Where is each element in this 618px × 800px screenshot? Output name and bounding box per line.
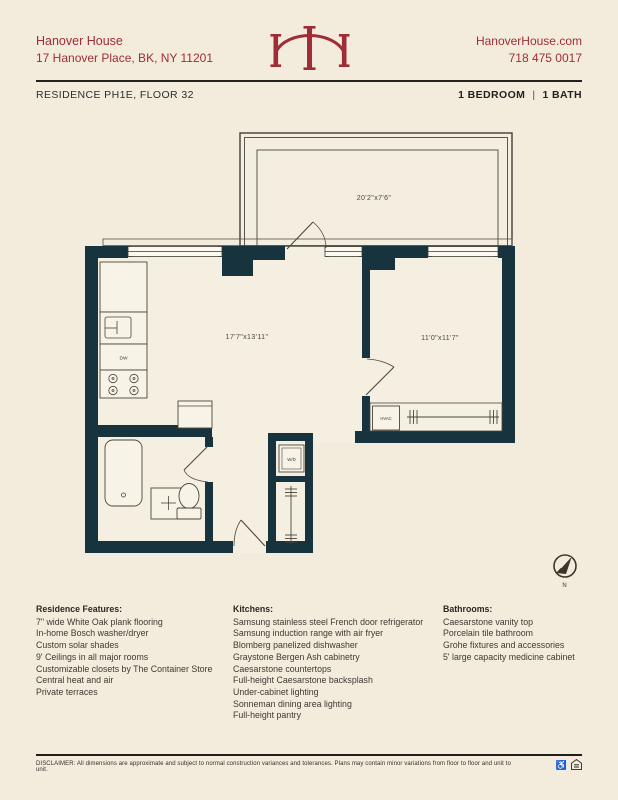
wheelchair-accessible-icon: ♿ xyxy=(555,759,567,770)
terrace xyxy=(240,133,512,246)
building-name: Hanover House xyxy=(36,34,123,48)
feature-item: Sonneman dining area lighting xyxy=(233,698,352,709)
feature-item: Porcelain tile bathroom xyxy=(443,628,533,639)
kitchens-list xyxy=(233,617,438,722)
residence-features-column xyxy=(36,604,226,699)
feature-item: 9' Ceilings in all major rooms xyxy=(36,651,149,662)
bathrooms-list xyxy=(443,617,593,664)
feature-item: Private terraces xyxy=(36,686,98,697)
unit-floor xyxy=(85,246,515,553)
toilet-bowl-icon xyxy=(179,484,199,509)
feature-item: Samsung stainless steel French door refrigerator xyxy=(233,616,424,627)
feature-item: Graystone Bergen Ash cabinetry xyxy=(233,651,360,662)
bedroom-count: 1 BEDROOM xyxy=(458,89,526,101)
bathtub xyxy=(105,440,142,506)
logo-hh-icon xyxy=(267,24,353,72)
feature-item: In-home Bosch washer/dryer xyxy=(36,628,149,639)
kitchens-title: Kitchens: xyxy=(233,604,274,614)
stove xyxy=(100,370,147,398)
bathrooms-title: Bathrooms: xyxy=(443,604,493,614)
bed-bath-label xyxy=(458,89,582,101)
feature-item: Samsung induction range with air fryer xyxy=(233,628,384,639)
residence-features-list xyxy=(36,617,226,699)
disclaimer-text: DISCLAIMER: All dimensions are approximate and subject to normal construction variances and tolerances. Plans may contain minor variations from floor to floor and unit to unit. xyxy=(36,761,511,773)
hvac-label: HVAC xyxy=(380,416,392,421)
building-identity xyxy=(36,33,213,67)
refrigerator xyxy=(178,401,212,428)
header-divider xyxy=(36,80,582,82)
residence-features-title: Residence Features: xyxy=(36,604,123,614)
equal-housing-opportunity-icon xyxy=(571,759,582,770)
phone-number[interactable]: 718 475 0017 xyxy=(508,51,582,65)
compass-north-icon xyxy=(554,555,576,589)
compass-north-label: N xyxy=(562,583,567,589)
feature-item: Customizable closets by The Container Store xyxy=(36,663,213,674)
feature-item: Central heat and air xyxy=(36,675,114,686)
feature-item: Under-cabinet lighting xyxy=(233,686,319,697)
living-room-dimension-label: 17'7"x13'11" xyxy=(225,334,269,341)
feature-item: Blomberg panelized dishwasher xyxy=(233,640,358,651)
bathrooms-column xyxy=(443,604,593,664)
bedroom-closets xyxy=(370,403,502,431)
unit-info-bar xyxy=(36,89,582,105)
terrace-dimension-label: 20'2"x7'6" xyxy=(356,195,392,202)
toilet-tank-icon xyxy=(177,508,201,519)
hanover-house-monogram-logo xyxy=(267,24,353,77)
kitchen-cabinet xyxy=(100,262,147,312)
washer-dryer-label: W/D xyxy=(287,457,296,462)
feature-item: Caesarstone vanity top xyxy=(443,616,533,627)
bath-count: 1 BATH xyxy=(542,89,582,101)
dishwasher-label: DW xyxy=(119,356,128,362)
footer-divider xyxy=(36,754,582,756)
website[interactable]: HanoverHouse.com xyxy=(475,34,582,48)
floor-plan-drawing xyxy=(0,125,618,600)
bed-bath-separator: | xyxy=(532,89,536,101)
bedroom-dimension-label: 11'0"x11'7" xyxy=(421,335,459,342)
contact-info xyxy=(476,33,582,67)
feature-item: 5' large capacity medicine cabinet xyxy=(443,651,575,662)
feature-item: Caesarstone countertops xyxy=(233,663,332,674)
kitchens-column xyxy=(233,604,438,722)
building-address: 17 Hanover Place, BK, NY 11201 xyxy=(36,51,213,65)
feature-item: Full-height pantry xyxy=(233,710,301,721)
feature-item: Custom solar shades xyxy=(36,640,119,651)
feature-item: 7" wide White Oak plank flooring xyxy=(36,616,163,627)
footer-icons xyxy=(556,759,582,770)
feature-item: Grohe fixtures and accessories xyxy=(443,640,565,651)
residence-label: RESIDENCE PH1E, FLOOR 32 xyxy=(36,89,194,101)
feature-item: Full-height Caesarstone backsplash xyxy=(233,675,373,686)
